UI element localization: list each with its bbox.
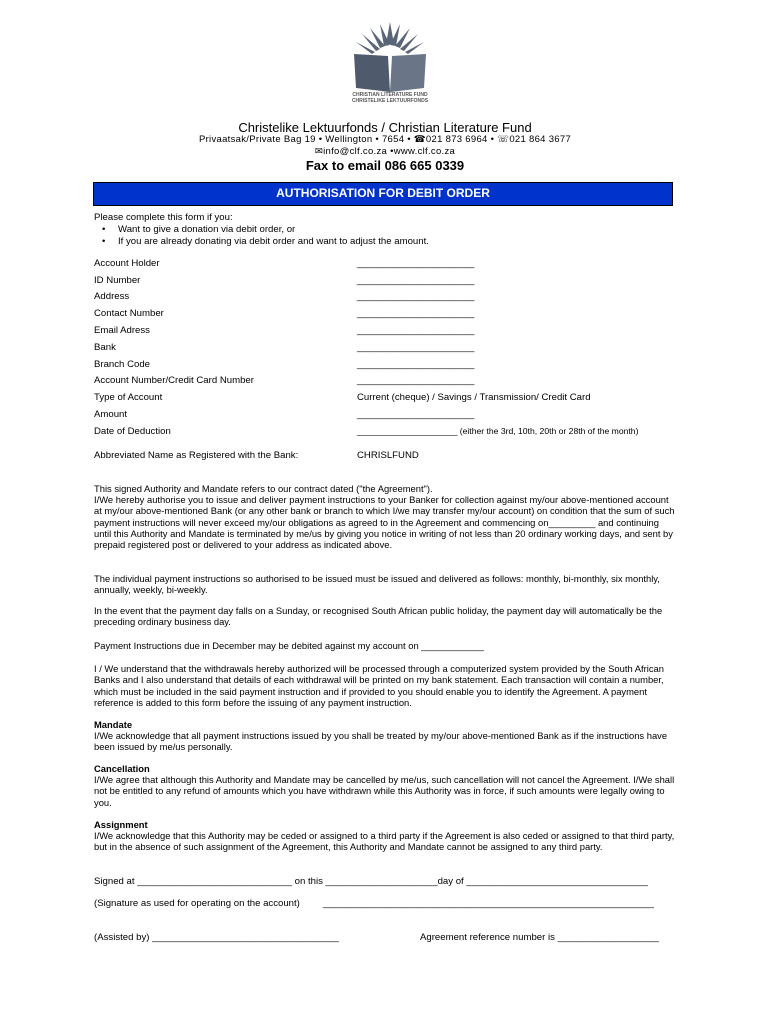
field-label-account-holder: Account Holder	[94, 258, 160, 269]
para-cancellation: I/We agree that although this Authority and Mandate may be cancelled by me/us, such cancellation will not cancel the Agreement. I/We shall not be entitled to any refund of amounts which you have withdrawn while this Authority was in force, if such amounts were legally owing to you.	[94, 774, 675, 808]
field-label-contact-number: Contact Number	[94, 308, 164, 319]
field-label-date-of-deduction: Date of Deduction	[94, 426, 171, 437]
field-label-account-type: Type of Account	[94, 392, 163, 403]
para-frequency: The individual payment instructions so authorised to be issued must be issued and delivered as follows: monthly, bi-monthly, six monthly, annually, weekly, bi-weekly.	[94, 573, 660, 596]
para-contract: This signed Authority and Mandate refers to our contract dated ("the Agreement").	[94, 483, 433, 494]
signature-line[interactable]: ______________________________________________________________	[323, 898, 654, 909]
field-label-abbreviated-name: Abbreviated Name as Registered with the Bank:	[94, 450, 299, 461]
field-address[interactable]: ______________________	[357, 291, 475, 302]
field-contact-number[interactable]: ______________________	[357, 308, 475, 319]
org-name: Christelike Lektuurfonds / Christian Literature Fund	[238, 120, 532, 135]
para-authorisation: I/We hereby authorise you to issue and deliver payment instructions to your Banker for collection against my/our above-mentioned account at my/our above-mentioned Bank (or any other bank or branch to which I/we may transfer my/our account) on condition that the sum of such payment instructions will never exceed my/our obligations as agreed to in the Agreement and commencing on_________ and continuing until this Authority and Mandate is terminated by me/us by giving you notice in writing of not less than 20 ordinary working days, and sent by prepaid registered post or delivered to your address as indicated above.	[94, 494, 675, 551]
para-mandate: I/We acknowledge that all payment instructions issued by you shall be treated by my/our above-mentioned Bank as if the instructions have been issued by me/us personally.	[94, 730, 668, 753]
field-label-amount: Amount	[94, 409, 128, 420]
heading-assignment: Assignment	[94, 819, 148, 830]
field-account-number[interactable]: ______________________	[357, 375, 475, 386]
field-branch-code[interactable]: ______________________	[357, 359, 475, 370]
logo-wordmark: CHRISTIAN LITERATURE FUND CHRISTELIKE LEKTUURFONDS	[351, 92, 429, 104]
field-amount[interactable]: ______________________	[357, 409, 475, 420]
agreement-reference-line[interactable]: Agreement reference number is ___________________	[420, 932, 659, 943]
field-label-id-number: ID Number	[94, 275, 141, 286]
fax-number: Fax to email 086 665 0339	[305, 158, 465, 173]
bullet-icon: •	[102, 236, 106, 247]
bullet-icon: •	[102, 224, 106, 235]
field-account-holder[interactable]: ______________________	[357, 258, 475, 269]
assisted-by-line[interactable]: (Assisted by) ___________________________________	[94, 932, 339, 943]
field-label-branch-code: Branch Code	[94, 359, 150, 370]
heading-mandate: Mandate	[94, 719, 133, 730]
signed-at-line[interactable]: Signed at _____________________________ on this _____________________day of __________________________________	[94, 876, 648, 887]
signature-label: (Signature as used for operating on the account)	[94, 898, 300, 909]
field-id-number[interactable]: ______________________	[357, 275, 475, 286]
field-label-bank: Bank	[94, 342, 116, 353]
heading-cancellation: Cancellation	[94, 763, 150, 774]
intro-bullet-2: If you are already donating via debit order and want to adjust the amount.	[118, 236, 429, 247]
para-december: Payment Instructions due in December may be debited against my account on ____________	[94, 640, 484, 651]
para-withdrawals: I / We understand that the withdrawals hereby authorized will be processed through a computerized system provided by the South African Banks and I also understand that details of each withdrawal will be printed on my bank statement. Each transaction will contain a number, which must be included in the said payment instruction and if provided to you should enable you to identify the Agreement. A payment reference is added to this form before the issuing of any payment instruction.	[94, 663, 664, 708]
field-account-type[interactable]: Current (cheque) / Savings / Transmission/ Credit Card	[357, 392, 591, 403]
field-label-address: Address	[94, 291, 130, 302]
contact-line: ✉info@clf.co.za •www.clf.co.za	[314, 146, 456, 157]
para-public-holiday: In the event that the payment day falls on a Sunday, or recognised South African public holiday, the payment day will automatically be the preceding ordinary business day.	[94, 605, 663, 628]
field-bank[interactable]: ______________________	[357, 342, 475, 353]
intro-lead: Please complete this form if you:	[94, 212, 233, 223]
field-date-of-deduction[interactable]: _____________________ (either the 3rd, 10th, 20th or 28th of the month)	[357, 426, 639, 436]
postal-address: Privaatsak/Private Bag 19 • Wellington • 7654 • ☎021 873 6964 • ☏021 864 3677	[198, 134, 572, 145]
para-assignment: I/We acknowledge that this Authority may be ceded or assigned to a third party if the Agreement is also ceded or assigned to that third party, but in the absence of such assignment of the Agreement, this Authority and Mandate cannot be assigned to any third party.	[94, 830, 675, 853]
form-title: AUTHORISATION FOR DEBIT ORDER	[276, 186, 490, 200]
field-email[interactable]: ______________________	[357, 325, 475, 336]
intro-bullet-1: Want to give a donation via debit order, or	[118, 224, 296, 235]
field-label-email: Email Adress	[94, 325, 150, 336]
field-label-account-number: Account Number/Credit Card Number	[94, 375, 254, 386]
field-abbreviated-name: CHRISLFUND	[357, 450, 419, 461]
